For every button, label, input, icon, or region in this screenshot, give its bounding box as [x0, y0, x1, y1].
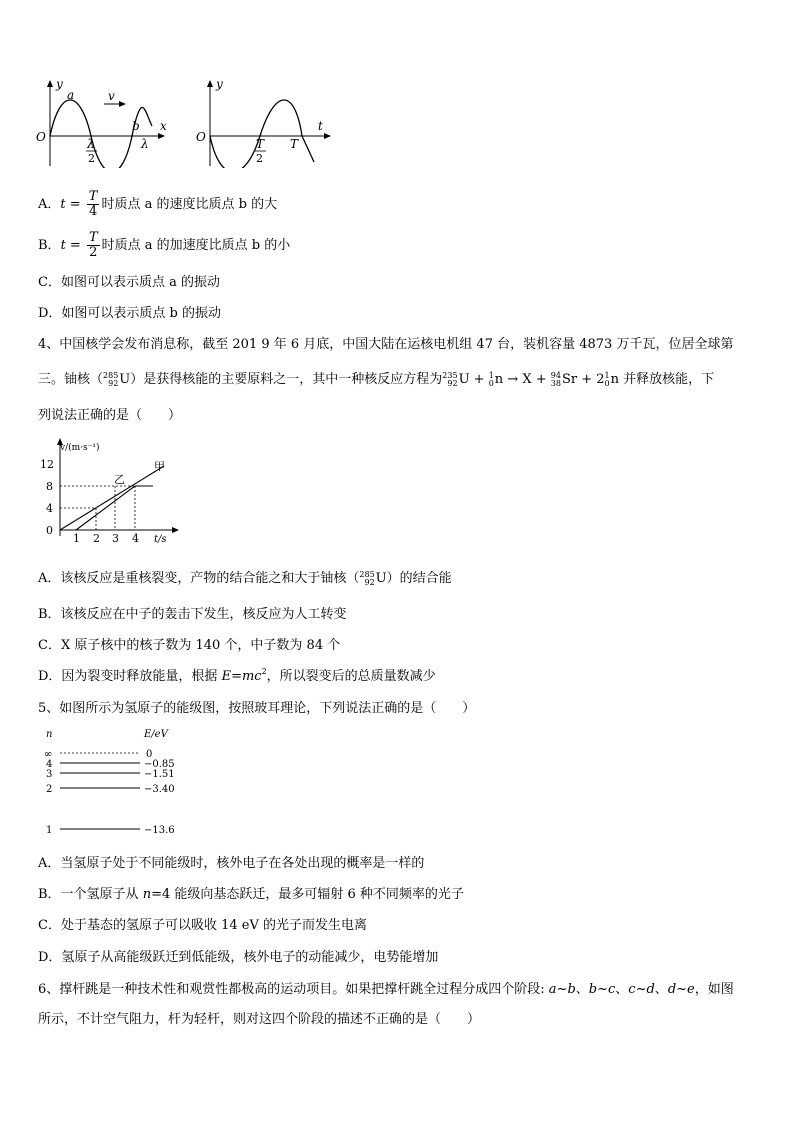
q3-option-c: C．如图可以表示质点 a 的振动 — [38, 275, 220, 290]
level-e-3: −1.51 — [144, 769, 175, 780]
wave-half-lambda-den: 2 — [88, 152, 95, 165]
vib-half-T-num: T — [256, 137, 265, 151]
q3-option-d: D．如图可以表示质点 b 的振动 — [38, 306, 222, 321]
q3-option-a: A．t = $\frac{T}{4}$ 时质点 a 的速度比质点 b 的大 — [38, 189, 278, 219]
vt-graph — [36, 436, 186, 546]
level-e-2: −3.40 — [144, 784, 175, 795]
level-e-4: −0.85 — [144, 759, 175, 770]
energy-level-diagram — [40, 726, 210, 841]
wave-half-lambda-num: λ — [87, 137, 95, 151]
vt-ytick-4: 4 — [46, 502, 53, 515]
vt-ytick-8: 8 — [46, 480, 53, 493]
vt-xtick-3: 3 — [112, 532, 119, 545]
vib-y-label: y — [216, 78, 223, 91]
q5-option-d: D．氢原子从高能级跃迁到低能级，核外电子的动能减少，电势能增加 — [38, 950, 439, 965]
vt-xtick-1: 1 — [73, 532, 80, 545]
level-n-inf: ∞ — [44, 749, 53, 760]
q6-stem-line2: 所示，不计空气阻力，杆为轻杆，则对这四个阶段的描述不正确的是（ ） — [38, 1012, 481, 1027]
vt-ylabel: v/(m·s⁻¹) — [60, 443, 100, 453]
vt-xtick-2: 2 — [93, 532, 100, 545]
vib-half-T-den: 2 — [256, 152, 263, 165]
q6-stem-line1: 6、撑杆跳是一种技术性和观赏性都极高的运动项目。如果把撑杆跳全过程分成四个阶段: a~b、b~c、c~d、d~e，如图 — [38, 982, 734, 997]
fraction-T-2: $\frac{T}{2}$ — [88, 230, 98, 260]
wave-point-b: b — [132, 119, 140, 133]
q5-option-c: C．处于基态的氢原子可以吸收 14 eV 的光子而发生电离 — [38, 918, 367, 933]
vt-ytick-12: 12 — [40, 458, 54, 471]
levels-e-label: E/eV — [144, 729, 168, 740]
vt-xlabel: t/s — [154, 534, 167, 545]
level-e-inf: 0 — [146, 749, 153, 760]
q5-option-a: A．当氢原子处于不同能级时，核外电子在各处出现的概率是一样的 — [38, 856, 425, 871]
wave-origin: O — [36, 130, 46, 144]
vib-t-label: t — [318, 119, 323, 133]
q4-stem-line3: 列说法正确的是（ ） — [38, 408, 182, 423]
q4-stem-line2: 三。铀核（ 285 92 U）是获得核能的主要原料之一，其中一种核反应方程为 235 92 U + 1 0 n → X + 94 38 Sr + 2 1 0 n 并释放核能，下 — [38, 370, 715, 388]
level-n-4: 4 — [46, 759, 53, 770]
vibration-figure — [190, 78, 340, 168]
level-e-1: −13.6 — [144, 825, 175, 836]
wave-velocity-label: v — [108, 89, 115, 103]
q5-stem: 5、如图所示为氢原子的能级图，按照玻耳理论，下列说法正确的是（ ） — [38, 701, 476, 716]
q4-option-c: C．X 原子核中的核子数为 140 个，中子数为 84 个 — [38, 638, 341, 653]
q4-option-a: A．该核反应是重核裂变，产物的结合能之和大于铀核（ 285 92 U）的结合能 — [38, 569, 452, 587]
vt-series-jia: 甲 — [154, 460, 165, 473]
q4-option-d: D．因为裂变时释放能量，根据 $E=mc^2$，所以裂变后的总质量数减少 — [38, 667, 436, 684]
q3-option-b: B．t = $\frac{T}{2}$ 时质点 a 的加速度比质点 b 的小 — [38, 230, 291, 260]
wave-y-label: y — [56, 78, 63, 91]
vib-T-label: T — [290, 137, 299, 151]
q4-option-b: B．该核反应在中子的轰击下发生，核反应为人工转变 — [38, 607, 347, 622]
level-n-3: 3 — [46, 769, 53, 780]
vt-xtick-4: 4 — [132, 532, 139, 545]
wave-x-label: x — [160, 119, 167, 133]
level-n-2: 2 — [46, 784, 53, 795]
vt-series-yi: 乙 — [114, 473, 125, 486]
wave-figure — [30, 78, 170, 168]
levels-n-label: n — [46, 729, 53, 740]
q5-option-b: B．一个氢原子从 n=4 能级向基态跃迁，最多可辐射 6 种不同频率的光子 — [38, 887, 464, 902]
vt-ytick-0: 0 — [46, 524, 53, 537]
fraction-T-4: $\frac{T}{4}$ — [88, 189, 98, 219]
vib-origin: O — [196, 130, 206, 144]
wave-point-a: a — [67, 88, 75, 102]
level-n-1: 1 — [46, 825, 53, 836]
q4-stem-line1: 4、中国核学会发布消息称，截至 201 9 年 6 月底，中国大陆在运核电机组 47 台，装机容量 4873 万千瓦，位居全球第 — [38, 337, 734, 352]
wave-lambda-label: λ — [141, 137, 149, 151]
